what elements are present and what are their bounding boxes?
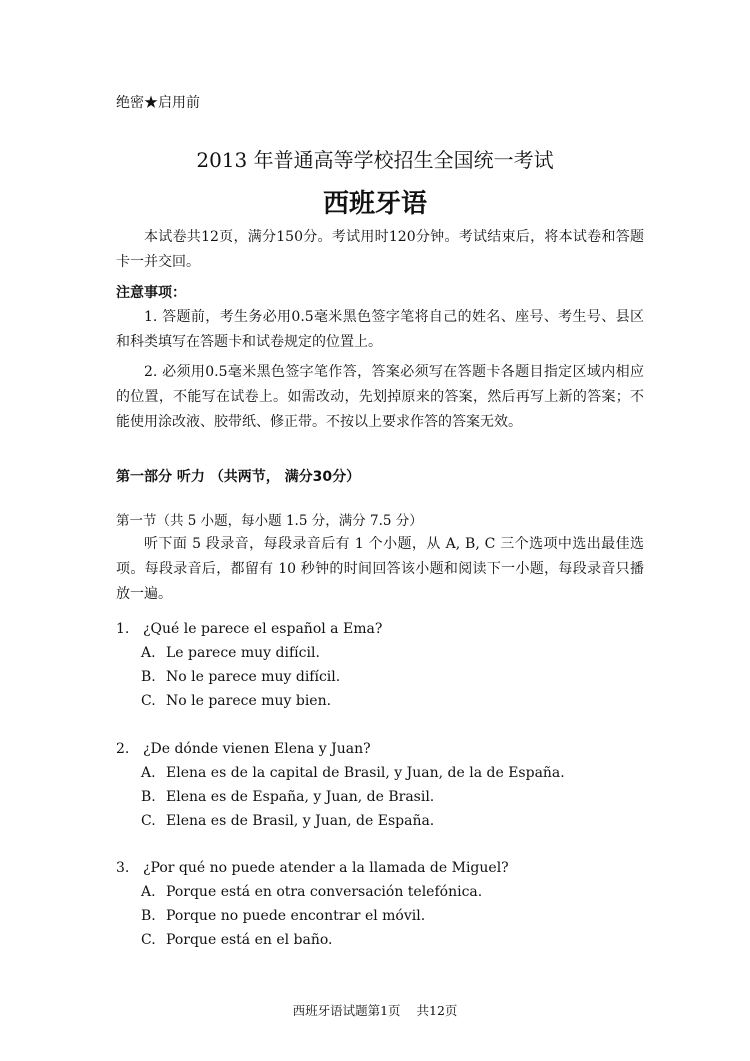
option-label: B.	[141, 789, 156, 805]
question-text: ¿Por qué no puede atender a la llamada de Miguel?	[143, 860, 509, 876]
question-text: ¿Qué le parece el español a Ema?	[143, 621, 383, 637]
question-number: 3.	[116, 860, 130, 876]
option-text: Porque está en el baño.	[166, 932, 333, 948]
option-label: C.	[141, 813, 156, 829]
footer-total-label: 共12页	[416, 1003, 458, 1018]
notes-heading: 注意事项：	[116, 285, 186, 301]
option-label: B.	[141, 669, 156, 685]
subject-title: 西班牙语	[322, 189, 427, 219]
question-number: 2.	[116, 741, 130, 757]
option-text: Porque no puede encontrar el móvil.	[166, 908, 426, 924]
intro-paragraph: 本试卷共12页，满分150分。考试用时120分钟。考试结束后，将本试卷和答题卡一并交回。	[116, 229, 644, 270]
option-text: Elena es de España, y Juan, de Brasil.	[166, 789, 435, 805]
question-text: ¿De dónde vienen Elena y Juan?	[143, 741, 371, 757]
note-2: 2. 必须用0.5毫米黑色签字笔作答，答案必须写在答题卡各题目指定区域内相应的位置，不能写在试卷上。如需改动，先划掉原来的答案，然后再写上新的答案；不能使用涂改液、胶带纸、修正带。不按以上要求作答的答案无效。	[116, 364, 644, 430]
option-text: No le parece muy difícil.	[166, 669, 341, 685]
option-label: A.	[141, 645, 156, 661]
option-label: B.	[141, 908, 156, 924]
question-number: 1.	[116, 621, 130, 637]
option-text: Elena es de Brasil, y Juan, de España.	[166, 813, 435, 829]
option-text: No le parece muy bien.	[166, 693, 332, 709]
option-text: Le parece muy difícil.	[166, 645, 320, 661]
option-label: C.	[141, 932, 156, 948]
section1-instructions: 听下面 5 段录音，每段录音后有 1 个小题，从 A, B, C 三个选项中选出最佳选项。每段录音后，都留有 10 秒钟的时间回答该小题和阅读下一小题，每段录音只播放一遍。	[116, 536, 644, 602]
option-label: A.	[141, 884, 156, 900]
option-text: Porque está en otra conversación telefónica.	[166, 884, 483, 900]
exam-title: 2013 年普通高等学校招生全国统一考试	[196, 148, 554, 172]
part1-heading: 第一部分 听力 （共两节， 满分30分）	[116, 469, 361, 485]
option-label: A.	[141, 765, 156, 781]
page-footer	[0, 1001, 750, 1019]
section1-heading: 第一节（共 5 小题，每小题 1.5 分，满分 7.5 分）	[116, 513, 423, 529]
option-label: C.	[141, 693, 156, 709]
note-1: 1. 答题前，考生务必用0.5毫米黑色签字笔将自己的姓名、座号、考生号、县区和科类填写在答题卡和试卷规定的位置上。	[116, 309, 644, 350]
footer-page-label: 西班牙语试题第1页	[292, 1003, 401, 1018]
option-text: Elena es de la capital de Brasil, y Juan, de la de España.	[166, 765, 565, 781]
secret-mark: 绝密★启用前	[116, 95, 200, 111]
